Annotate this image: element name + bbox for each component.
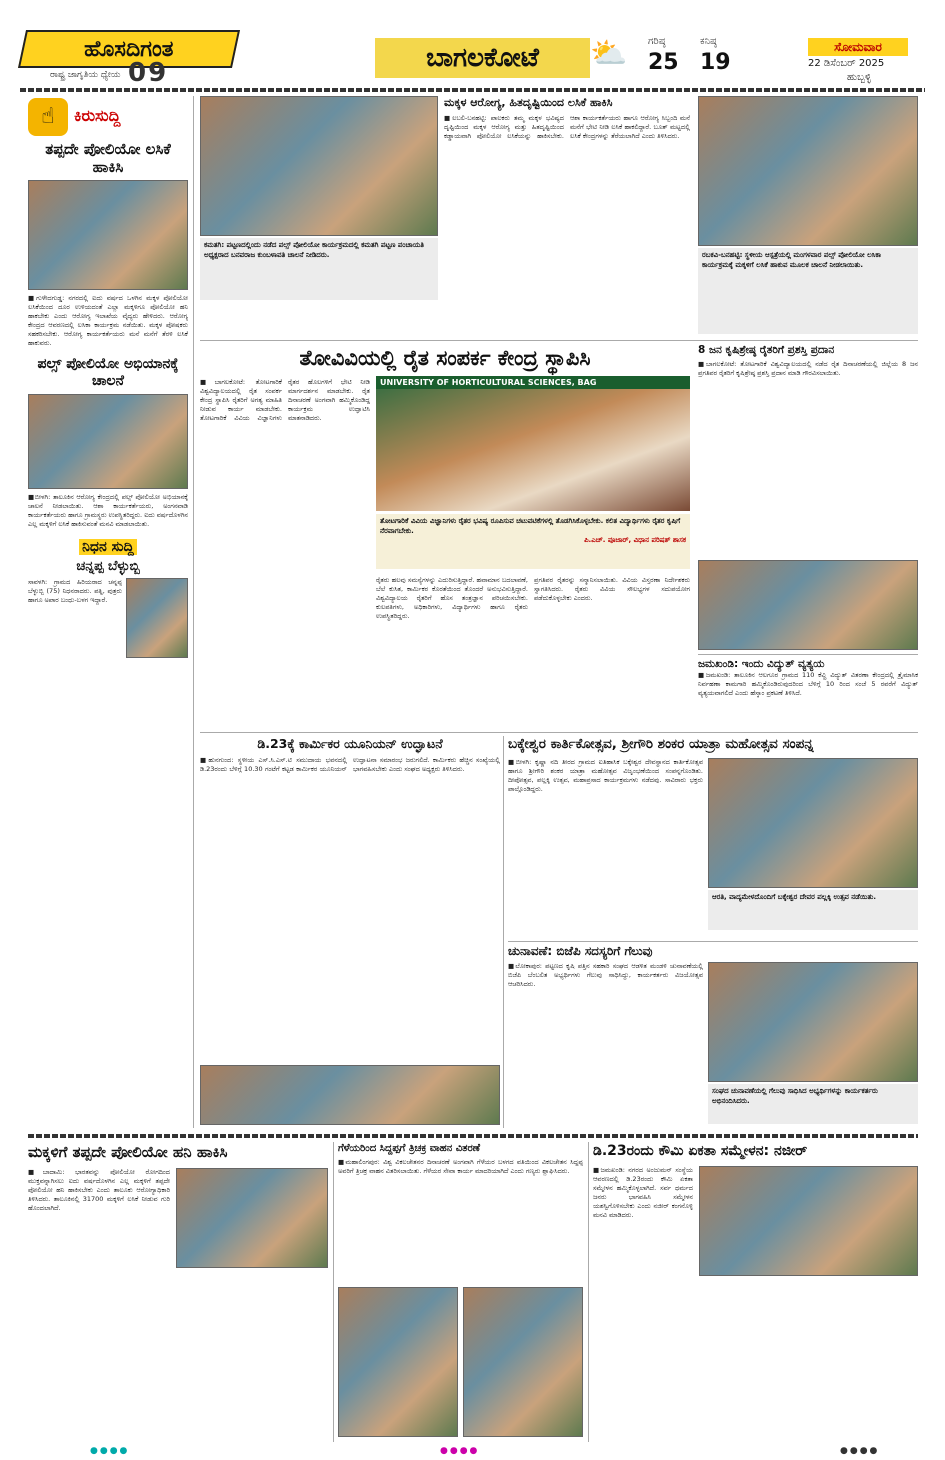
- caption-rabakavi: ರಬಕವಿ-ಬನಹಟ್ಟಿ: ಸ್ಥಳೀಯ ಆಸ್ಪತ್ರೆಯಲ್ಲಿ ಮಂಗಳವಾರ ಪಲ್ಸ್ ಪೋಲಿಯೋ ಲಸಿಕಾ ಕಾರ್ಯಕ್ರಮಕ್ಕೆ ಮಕ್ಕಳಿಗೆ ಲಸಿಕೆ ಹಾಕುವ ಮೂಲಕ ಚಾಲನೆ ನೀಡಲಾಯಿತು.: [698, 248, 918, 334]
- section-rule: [28, 1134, 918, 1138]
- photo-polio-drops: [176, 1168, 328, 1268]
- photo-conference: [699, 1166, 918, 1276]
- quote-text: ತೋಟಗಾರಿಕೆ ವಿವಿಯ ವಿಜ್ಞಾನಿಗಳು ರೈತರ ಭವಿಷ್ಯ ರೂಪಿಸುವ ಚಟುವಟಿಕೆಗಳಲ್ಲಿ ತೊಡಗಿಸಿಕೊಳ್ಳಬೇಕು. ಕಲಿತ ವಿದ್ಯಾರ್ಥಿಗಳು ರೈತರ ಕೃಷಿಗೆ ನೆರವಾಗಬೇಕು.: [380, 517, 681, 535]
- story-text: ■ಬಾಗಲಕೋಟೆ: ತೋಟಗಾರಿಕೆ ವಿಶ್ವವಿದ್ಯಾಲಯದಲ್ಲಿ ರೈತ ಸಂಪರ್ಕ ಕೇಂದ್ರ ಸ್ಥಾಪಿಸಿ ರೈತರಿಗೆ ಅಗತ್ಯ ಮಾಹಿತಿ ನೀಡುವ ಕಾರ್ಯ ಮಾಡಬೇಕು. ತೋಟಗಾರಿಕೆ ವಿವಿಯ ವಿಜ್ಞಾನಿಗಳು ರೈತರ ಹೊಲಗಳಿಗೆ ಭೇಟಿ ನೀಡಿ ಮಾರ್ಗದರ್ಶನ ಮಾಡಬೇಕು. ರೈತ ದಿನಾಚರಣೆ ಅಂಗವಾಗಿ ಹಮ್ಮಿಕೊಂಡಿದ್ದ ಕಾರ್ಯಕ್ರಮ ಉದ್ಘಾಟಿಸಿ ಮಾತನಾಡಿದರು.: [200, 378, 370, 422]
- story-text: ■ಜಮಖಂಡಿ: ನಗರದ ಅಂಜುಮನ್ ಸಂಸ್ಥೆಯ ಆವರಣದಲ್ಲಿ ಡಿ.23ರಂದು ಕೌಮಿ ಏಕತಾ ಸಮ್ಮೇಳನ ಹಮ್ಮಿಕೊಳ್ಳಲಾಗಿದೆ. ಸರ್ವ ಧರ್ಮದ ಜನರು ಭಾಗವಹಿಸಿ ಸಮ್ಮೇಳನ ಯಶಸ್ವಿಗೊಳಿಸಬೇಕು ಎಂದು ನಜೀರ್ ಕಂಗನೊಳ್ಳಿ ಮನವಿ ಮಾಡಿದರು.: [593, 1166, 693, 1219]
- lead-story: [200, 344, 690, 729]
- divider: [200, 732, 918, 733]
- photo-tricycle-1: [338, 1287, 458, 1437]
- obituary-header: ನಿಧನ ಸುದ್ದಿ: [28, 539, 188, 555]
- photo-kamatagi: [200, 96, 438, 236]
- story-text: ■ಜಮಖಂಡಿ: ತಾಲೂಕಿನ ಆಲಗೂರ ಗ್ರಾಮದ 110 ಕೆವ್ಹಿ ವಿದ್ಯುತ್ ವಿತರಣಾ ಕೇಂದ್ರದಲ್ಲಿ ತ್ರೈಮಾಸಿಕ ನಿರ್ವಹಣಾ ಕಾಮಗಾರಿ ಹಮ್ಮಿಕೊಂಡಿರುವುದರಿಂದ ಬೆಳಿಗ್ಗೆ 10 ರಿಂದ ಸಂಜೆ 5 ರವರೆಗೆ ವಿದ್ಯುತ್ ವ್ಯತ್ಯಯವಾಗಲಿದೆ ಎಂದು ಹೆಸ್ಕಾಂ ಪ್ರಕಟಣೆ ತಿಳಿಸಿದೆ.: [698, 671, 918, 697]
- headline-awards: 8 ಜನ ಕೃಷಿಶ್ರೇಷ್ಠ ರೈತರಿಗೆ ಪ್ರಶಸ್ತಿ ಪ್ರದಾನ: [698, 344, 835, 356]
- headline-election: ಚುನಾವಣೆ: ಬಿಜೆಪಿ ಸದಸ್ಯರಿಗೆ ಗೆಲುವು: [508, 944, 653, 958]
- divider: [508, 941, 918, 942]
- story-vaccine: [444, 96, 690, 336]
- story-polio-drops: [28, 1142, 328, 1442]
- weather-icon: ⛅: [590, 36, 628, 71]
- left-column: [28, 96, 188, 1128]
- photo-rabakavi: [698, 96, 918, 246]
- headline-tricycle: ಗೆಳೆಯರಿಂದ ಸಿದ್ದಪ್ಪಗೆ ತ್ರಿಚಕ್ರ ವಾಹನ ವಿತರಣೆ: [338, 1143, 481, 1154]
- print-marks: ●●●●: [90, 1446, 130, 1456]
- day: ಸೋಮವಾರ: [808, 38, 908, 56]
- story-union: [200, 736, 500, 1128]
- kirusuddi-header: [28, 96, 188, 138]
- min-temp: 19: [700, 50, 731, 75]
- story-text: ■ಬೀಳಗಿ: ತಾಲೂಕಿನ ಆರೋಗ್ಯ ಕೇಂದ್ರದಲ್ಲಿ ಪಲ್ಸ್ ಪೋಲಿಯೋ ಅಭಿಯಾನಕ್ಕೆ ಚಾಲನೆ ನೀಡಲಾಯಿತು. ಆಶಾ ಕಾರ್ಯಕರ್ತೆಯರು, ಅಂಗನವಾಡಿ ಕಾರ್ಯಕರ್ತೆಯರು ಹಾಗೂ ಗ್ರಾಮಸ್ಥರು ಉಪಸ್ಥಿತರಿದ್ದರು. ಐದು ವರ್ಷದೊಳಗಿನ ಎಲ್ಲ ಮಕ್ಕಳಿಗೆ ಲಸಿಕೆ ಹಾಕಿಸುವಂತೆ ಮನವಿ ಮಾಡಲಾಯಿತು.: [28, 493, 188, 528]
- headline-vaccine: ಮಕ್ಕಳ ಆರೋಗ್ಯ, ಹಿತದೃಷ್ಟಿಯಿಂದ ಲಸಿಕೆ ಹಾಕಿಸಿ: [444, 96, 613, 109]
- caption-election: ಸಂಘದ ಚುನಾವಣೆಯಲ್ಲಿ ಗೆಲುವು ಸಾಧಿಸಿದ ಅಭ್ಯರ್ಥಿಗಳನ್ನು ಕಾರ್ಯಕರ್ತರು ಅಭಿನಂದಿಸಿದರು.: [708, 1084, 918, 1124]
- divider: [193, 96, 194, 1128]
- headline-conference: ಡಿ.23ರಂದು ಕೌಮಿ ಏಕತಾ ಸಮ್ಮೇಳನ: ನಜೀರ್: [593, 1143, 808, 1159]
- print-marks: ●●●●: [840, 1446, 880, 1456]
- headline-union: ಡಿ.23ಕ್ಕೆ ಕಾರ್ಮಿಕರ ಯೂನಿಯನ್ ಉದ್ಘಾಟನೆ: [257, 736, 443, 751]
- masthead: [0, 0, 945, 92]
- photo-fair: [708, 758, 918, 888]
- caption-fair: ಆರತಿ, ವಾದ್ಯಮೇಳದೊಂದಿಗೆ ಬಕ್ಕೇಶ್ವರ ದೇವರ ಪಲ್ಲಕ್ಕಿ ಉತ್ಸವ ನಡೆಯಿತು.: [708, 890, 918, 930]
- obit-text: ಸಾವಳಗಿ: ಗ್ರಾಮದ ಹಿರಿಯರಾದ ಚನ್ನಪ್ಪ ಬೆಳ್ಳುಬ್ಬಿ (75) ನಿಧನರಾದರು. ಪತ್ನಿ, ಪುತ್ರರು ಹಾಗೂ ಅಪಾರ ಬಂಧು-ಬಳಗ ಇದ್ದಾರೆ.: [28, 578, 122, 604]
- photo-awards: [698, 560, 918, 650]
- headline-polio: ತಪ್ಪದೇ ಪೋಲಿಯೋ ಲಸಿಕೆ ಹಾಕಿಸಿ: [45, 140, 171, 176]
- paper-logo: ಹೊಸದಿಗಂತ: [18, 30, 240, 68]
- headline-pulse-polio: ಪಲ್ಸ್ ಪೋಲಿಯೋ ಅಭಿಯಾನಕ್ಕೆ ಚಾಲನೆ: [37, 356, 179, 389]
- story-text: ■ಮಹಾಲಿಂಗಪುರ: ವಿಶ್ವ ವಿಕಲಚೇತನರ ದಿನಾಚರಣೆ ಅಂಗವಾಗಿ ಗೆಳೆಯರ ಬಳಗದ ವತಿಯಿಂದ ವಿಕಲಚೇತನ ಸಿದ್ದಪ್ಪ ಅವರಿಗೆ ತ್ರಿಚಕ್ರ ವಾಹನ ವಿತರಿಸಲಾಯಿತು. ಗೆಳೆಯರ ಸೇವಾ ಕಾರ್ಯ ಮಾದರಿಯಾಗಿದೆ ಎಂದು ಗಣ್ಯರು ಶ್ಲಾಘಿಸಿದರು.: [338, 1158, 583, 1175]
- page-number: 09: [128, 58, 169, 88]
- date: 22 ಡಿಸೆಂಬರ್ 2025: [808, 58, 885, 69]
- divider: [588, 1142, 589, 1442]
- headline-polio-drops: ಮಕ್ಕಳಿಗೆ ತಪ್ಪದೇ ಪೋಲಿಯೋ ಹನಿ ಹಾಕಿಸಿ: [28, 1143, 228, 1161]
- story-tricycle: [338, 1142, 583, 1442]
- lead-headline: ತೋವಿವಿಯಲ್ಲಿ ರೈತ ಸಂಪರ್ಕ ಕೇಂದ್ರ ಸ್ಥಾಪಿಸಿ: [299, 346, 591, 370]
- edition: ಹುಬ್ಬಳ್ಳಿ: [847, 72, 872, 83]
- header-rule: [20, 88, 925, 92]
- quote-box: [376, 514, 690, 569]
- section-title: ಕಿರುಸುದ್ದಿ: [74, 106, 121, 125]
- story-fair: [508, 736, 918, 1128]
- tagline: ರಾಷ್ಟ್ರ ಜಾಗೃತಿಯ ಧ್ಯೇಯ: [50, 70, 121, 80]
- city-title: ಬಾಗಲಕೋಟೆ: [375, 38, 590, 78]
- photo-election: [708, 962, 918, 1082]
- story-text: ಪ್ರಗತಿಪರ ರೈತರನ್ನು ಸನ್ಮಾನಿಸಲಾಯಿತು. ವಿವಿಯ ವಿಸ್ತರಣಾ ನಿರ್ದೇಶಕರು ಸ್ವಾಗತಿಸಿದರು. ರೈತರು ವಿವಿಯ ಸೌಲಭ್ಯಗಳ ಸದುಪಯೋಗ ಪಡೆದುಕೊಳ್ಳಬೇಕು ಎಂದರು.: [534, 576, 690, 602]
- banner-text: UNIVERSITY OF HORTICULTURAL SCIENCES, BAG: [376, 376, 690, 389]
- quote-author: ಪಿ.ಎಚ್. ಪೂಜಾರ್, ವಿಧಾನ ಪರಿಷತ್ ಶಾಸಕ: [584, 536, 686, 544]
- photo-union: [200, 1065, 500, 1125]
- headline-power: ಜಮಖಂಡಿ: ಇಂದು ವಿದ್ಯುತ್ ವ್ಯತ್ಯಯ: [698, 654, 918, 671]
- obit-name: ಚನ್ನಪ್ಪ ಬೆಳ್ಳುಬ್ಬಿ: [76, 559, 140, 574]
- obit-portrait: [126, 578, 188, 658]
- headline-fair: ಬಕ್ಕೇಶ್ವರ ಕಾರ್ತಿಕೋತ್ಸವ, ಶ್ರೀಗೌರಿ ಶಂಕರ ಯಾತ್ರಾ ಮಹೋತ್ಸವ ಸಂಪನ್ನ: [508, 736, 814, 752]
- photo-children: [28, 180, 188, 290]
- max-label: ಗರಿಷ್ಠ: [648, 36, 666, 47]
- story-text: ■ಬಾಗಲಕೋಟೆ: ತೋಟಗಾರಿಕೆ ವಿಶ್ವವಿದ್ಯಾಲಯದಲ್ಲಿ ನಡೆದ ರೈತ ದಿನಾಚರಣೆಯಲ್ಲಿ ಜಿಲ್ಲೆಯ 8 ಜನ ಪ್ರಗತಿಪರ ರೈತರಿಗೆ ಕೃಷಿಶ್ರೇಷ್ಠ ಪ್ರಶಸ್ತಿ ಪ್ರದಾನ ಮಾಡಿ ಗೌರವಿಸಲಾಯಿತು.: [698, 360, 918, 377]
- min-label: ಕನಿಷ್ಠ: [700, 36, 717, 47]
- lead-photo: [376, 376, 690, 511]
- photo-campaign: [28, 394, 188, 489]
- hand-icon: ☝: [28, 98, 68, 136]
- right-column: [698, 344, 918, 729]
- caption-kamatagi: ಕಮತಗಿ: ಪಟ್ಟಣದಲ್ಲಿಂದು ನಡೆದ ಪಲ್ಸ್ ಪೋಲಿಯೋ ಕಾರ್ಯಕ್ರಮದಲ್ಲಿ ಕಮತಗಿ ಪಟ್ಟಣ ಪಂಚಾಯತಿ ಅಧ್ಯಕ್ಷರಾದ ಬನವರಾಜ ಕುಂಬಳಾವತಿ ಚಾಲನೆ ನೀಡಿದರು.: [200, 238, 438, 300]
- divider: [200, 340, 918, 341]
- divider: [503, 736, 504, 1128]
- story-text: ರೈತರು ಹಲವು ಸಮಸ್ಯೆಗಳನ್ನು ಎದುರಿಸುತ್ತಿದ್ದಾರೆ. ಹವಾಮಾನ ಬದಲಾವಣೆ, ಬೆಲೆ ಕುಸಿತ, ಕಾರ್ಮಿಕರ ಕೊರತೆಯಿಂದ ತೊಂದರೆ ಅನುಭವಿಸುತ್ತಿದ್ದಾರೆ. ವಿಶ್ವವಿದ್ಯಾಲಯ ರೈತರಿಗೆ ಹೊಸ ತಂತ್ರಜ್ಞಾನ ಪರಿಚಯಿಸಬೇಕು. ಕುಲಪತಿಗಳು, ಅಧಿಕಾರಿಗಳು, ವಿದ್ಯಾರ್ಥಿಗಳು ಹಾಗೂ ರೈತರು ಉಪಸ್ಥಿತರಿದ್ದರು.: [376, 576, 528, 620]
- story-text: ■ಬಾದಾಮಿ: ಭಾರತವನ್ನು ಪೋಲಿಯೋ ರೋಗದಿಂದ ಮುಕ್ತವನ್ನಾಗಿಸಲು ಐದು ವರ್ಷದೊಳಗಿನ ಎಲ್ಲ ಮಕ್ಕಳಿಗೆ ತಪ್ಪದೇ ಪೋಲಿಯೋ ಹನಿ ಹಾಕಿಸಬೇಕು ಎಂದು ತಾಲೂಕು ಆರೋಗ್ಯಾಧಿಕಾರಿ ತಿಳಿಸಿದರು. ತಾಲೂಕಿನಲ್ಲಿ 31700 ಮಕ್ಕಳಿಗೆ ಲಸಿಕೆ ನೀಡುವ ಗುರಿ ಹೊಂದಲಾಗಿದೆ.: [28, 1168, 170, 1212]
- story-conference: [593, 1142, 918, 1442]
- photo-tricycle-2: [463, 1287, 583, 1437]
- print-marks: ●●●●: [440, 1446, 480, 1456]
- story-text: ■ಲಬಲಿ-ಬನಹಟ್ಟಿ: ಪಾಲಕರು ತಮ್ಮ ಮಕ್ಕಳ ಭವಿಷ್ಯದ ದೃಷ್ಟಿಯಿಂದ ಮಕ್ಕಳ ಆರೋಗ್ಯ ಮತ್ತು ಹಿತದೃಷ್ಟಿಯಿಂದ ಕಡ್ಡಾಯವಾಗಿ ಪೋಲಿಯೋ ಲಸಿಕೆಯನ್ನು ಹಾಕಿಸಬೇಕು. ಆಶಾ ಕಾರ್ಯಕರ್ತೆಯರು ಹಾಗೂ ಆರೋಗ್ಯ ಸಿಬ್ಬಂದಿ ಮನೆ ಮನೆಗೆ ಭೇಟಿ ನೀಡಿ ಲಸಿಕೆ ಹಾಕಲಿದ್ದಾರೆ. ಬೂತ್ ಮಟ್ಟದಲ್ಲಿ ಲಸಿಕೆ ಕೇಂದ್ರಗಳನ್ನು ತೆರೆಯಲಾಗಿದೆ ಎಂದು ತಿಳಿಸಿದರು.: [444, 114, 690, 140]
- divider: [333, 1142, 334, 1442]
- story-text: ■ಬೀಳಗಿ: ಕೃಷ್ಣಾ ನದಿ ತೀರದ ಗ್ರಾಮದ ಐತಿಹಾಸಿಕ ಬಕ್ಕೇಶ್ವರ ದೇವಸ್ಥಾನದ ಕಾರ್ತಿಕೋತ್ಸವ ಹಾಗೂ ಶ್ರೀಗೌರಿ ಶಂಕರ ಯಾತ್ರಾ ಮಹೋತ್ಸವ ವಿಜೃಂಭಣೆಯಿಂದ ಸಂಪನ್ನಗೊಂಡಿತು. ದೀಪೋತ್ಸವ, ಪಲ್ಲಕ್ಕಿ ಉತ್ಸವ, ಮಹಾಪ್ರಸಾದ ಕಾರ್ಯಕ್ರಮಗಳು ನಡೆದವು. ಸಾವಿರಾರು ಭಕ್ತರು ಪಾಲ್ಗೊಂಡಿದ್ದರು.: [508, 758, 703, 793]
- story-text: ■ಗುಳೇದಗುಡ್ಡ: ನಗರದಲ್ಲಿ ಐದು ವರ್ಷದ ಒಳಗಿನ ಮಕ್ಕಳ ಪೋಲಿಯೋ ಲಸಿಕೆಯಿಂದ ದೂರ ಉಳಿಯದಂತೆ ಎಲ್ಲಾ ಮಕ್ಕಳಿಗೂ ಪೋಲಿಯೋ ಹನಿ ಹಾಕಬೇಕು ಎಂದು ಆರೋಗ್ಯ ಇಲಾಖೆಯ ವೈದ್ಯರು ಹೇಳಿದರು. ಆರೋಗ್ಯ ಕೇಂದ್ರದ ಆವರಣದಲ್ಲಿ ಲಸಿಕಾ ಕಾರ್ಯಕ್ರಮ ನಡೆಯಿತು. ಮಕ್ಕಳ ಪೋಷಕರು ಸಹಕರಿಸಬೇಕು. ಆರೋಗ್ಯ ಕಾರ್ಯಕರ್ತೆಯರು ಮನೆ ಮನೆಗೆ ತೆರಳಿ ಲಸಿಕೆ ಹಾಕುವರು.: [28, 294, 188, 347]
- max-temp: 25: [648, 50, 679, 75]
- story-text: ■ಲೋಕಾಪುರ: ಪಟ್ಟಣದ ಕೃಷಿ ಪತ್ತಿನ ಸಹಕಾರಿ ಸಂಘದ ಆಡಳಿತ ಮಂಡಳಿ ಚುನಾವಣೆಯಲ್ಲಿ ಬಿಜೆಪಿ ಬೆಂಬಲಿತ ಅಭ್ಯರ್ಥಿಗಳು ಗೆಲುವು ಸಾಧಿಸಿದ್ದು, ಕಾರ್ಯಕರ್ತರು ವಿಜಯೋತ್ಸವ ಆಚರಿಸಿದರು.: [508, 962, 703, 988]
- story-text: ■ಹುನಗುಂದ: ಸ್ಥಳೀಯ ಎಸ್.ಸಿ.ಎಸ್.ಟಿ ಸಮುದಾಯ ಭವನದಲ್ಲಿ ಡಿ.23ರಂದು ಬೆಳಿಗ್ಗೆ 10.30 ಗಂಟೆಗೆ ಕಟ್ಟಡ ಕಾರ್ಮಿಕರ ಯೂನಿಯನ್ ಉದ್ಘಾಟನಾ ಸಮಾರಂಭ ಜರುಗಲಿದೆ. ಕಾರ್ಮಿಕರು ಹೆಚ್ಚಿನ ಸಂಖ್ಯೆಯಲ್ಲಿ ಭಾಗವಹಿಸಬೇಕು ಎಂದು ಸಂಘದ ಅಧ್ಯಕ್ಷರು ತಿಳಿಸಿದರು.: [200, 756, 500, 773]
